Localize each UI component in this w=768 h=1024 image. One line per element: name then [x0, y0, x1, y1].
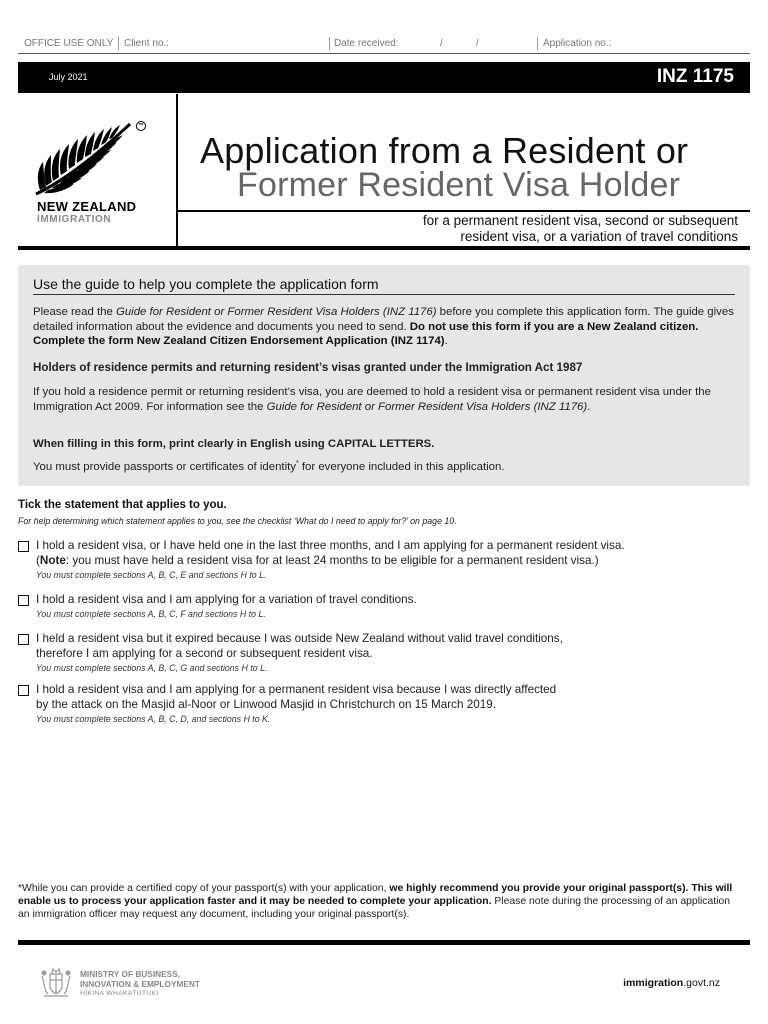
- option-line: I held a resident visa but it expired because I was outside New Zealand without valid travel conditions,: [36, 632, 563, 645]
- trademark-symbol: ™: [138, 123, 144, 129]
- option-checkbox-1[interactable]: [18, 541, 29, 552]
- guide-rule: [33, 294, 735, 295]
- text: .: [587, 400, 591, 413]
- guide-heading: Holders of residence permits and returning resident’s visas granted under the Immigration Act 1987: [33, 361, 583, 374]
- form-code: INZ 1175: [656, 66, 734, 87]
- tick-help: For help determining which statement applies to you, see the checklist ‘What do I need to apply for?’ on page 10.: [18, 516, 457, 526]
- logo-name: NEW ZEALAND: [37, 199, 137, 214]
- guide-paragraph-1: [33, 305, 738, 349]
- mbie-line: INNOVATION & EMPLOYMENT: [80, 979, 200, 989]
- text: for everyone included in this application.: [298, 460, 505, 473]
- option-line: [36, 553, 746, 568]
- option-text-1: [36, 538, 746, 568]
- text: *While you can provide a certified copy of your passport(s) with your application,: [18, 883, 390, 894]
- footnote-marker: *: [295, 460, 299, 467]
- date-received-field[interactable]: Date received:: [334, 38, 399, 49]
- form-date: July 2021: [49, 72, 88, 82]
- note-label: Note: [39, 554, 66, 567]
- office-use-row: [18, 35, 750, 54]
- guide-title: Use the guide to help you complete the application form: [33, 276, 379, 292]
- option-sections-3: You must complete sections A, B, C, G and sections H to L.: [36, 663, 268, 673]
- guide-paragraph-2: [33, 385, 738, 414]
- text: .: [444, 335, 448, 347]
- fern-icon: [34, 118, 146, 198]
- fern-logo: [34, 118, 146, 198]
- logo-sub: IMMIGRATION: [37, 214, 112, 225]
- date-slash: /: [476, 38, 479, 49]
- date-slash: /: [440, 38, 443, 49]
- header-divider: [176, 94, 178, 247]
- page-title-line1: Application from a Resident or: [200, 130, 689, 171]
- tick-title: Tick the statement that applies to you.: [18, 499, 227, 511]
- header-rule: [18, 246, 750, 250]
- guide-reference: Guide for Resident or Former Resident Visa Holders (INZ 1176): [115, 306, 437, 318]
- title-rule: [178, 210, 750, 212]
- option-line: therefore I am applying for a second or subsequent resident visa.: [36, 647, 373, 660]
- guide-box: [18, 265, 750, 486]
- url-domain: .govt.nz: [683, 977, 720, 989]
- footer-rule: [18, 940, 750, 945]
- coat-of-arms-icon: [38, 966, 74, 1000]
- page-title-line2: Former Resident Visa Holder: [237, 166, 681, 204]
- text: Please read the: [33, 306, 116, 318]
- client-no-field[interactable]: Client no.:: [124, 38, 170, 49]
- option-sections-2: You must complete sections A, B, C, F and sections H to L.: [36, 609, 266, 619]
- option-line: I hold a resident visa and I am applying for a variation of travel conditions.: [36, 593, 417, 606]
- option-line: by the attack on the Masjid al-Noor or Linwood Masjid in Christchurch on 15 March 2019.: [36, 698, 496, 711]
- guide-reference: Guide for Resident or Former Resident Visa Holders (INZ 1176): [266, 400, 588, 413]
- option-text-2: [36, 592, 746, 607]
- page-subtitle: [300, 213, 738, 245]
- mbie-logo-text: [80, 969, 200, 999]
- url-bold: immigration: [623, 977, 684, 989]
- option-checkbox-2[interactable]: [18, 595, 29, 606]
- option-sections-4: You must complete sections A, B, C, D, and sections H to K.: [36, 714, 271, 724]
- capital-letters-instruction: When filling in this form, print clearly in English using CAPITAL LETTERS.: [33, 438, 435, 450]
- text: If you hold a residence permit or returning resident’s visa, you are deemed to hold a resident visa or permanent resident visa under the Immigration Act 2009. For information see the: [33, 386, 711, 413]
- text: : you must have held a resident visa for at least 24 months to be eligible for a permanent resident visa.): [65, 554, 599, 567]
- text: before you complete this application form. The guide gives detailed information about the evidence and documents you need to send.: [33, 306, 734, 333]
- website-link[interactable]: [623, 977, 720, 989]
- header-band: [18, 62, 750, 93]
- option-text-4: [36, 682, 746, 712]
- option-checkbox-4[interactable]: [18, 685, 29, 696]
- option-checkbox-3[interactable]: [18, 634, 29, 645]
- text: (: [36, 554, 40, 567]
- subtitle-line: for a permanent resident visa, second or subsequent: [422, 213, 738, 228]
- warning-text: Do not use this form if you are a New Zealand citizen. Complete the form New Zealand Citizen Endorsement Application (INZ 1174): [33, 320, 699, 347]
- passport-footnote: [18, 882, 743, 921]
- text: You must provide passports or certificates of identity: [33, 460, 296, 473]
- option-line: I hold a resident visa and I am applying for a permanent resident visa because I was directly affected: [36, 683, 557, 696]
- passport-instruction: [33, 457, 738, 474]
- footnote-emphasis: we highly recommend you provide your original passport(s). This will enable us to process your application faster and it may be needed to complete your application.: [18, 883, 733, 907]
- mbie-line: MINISTRY OF BUSINESS,: [80, 969, 181, 979]
- subtitle-line: resident visa, or a variation of travel conditions: [460, 229, 738, 244]
- option-sections-1: You must complete sections A, B, C, E and sections H to L.: [36, 570, 267, 580]
- text: Please note during the processing of an application an immigration officer may request any document, including your original passport(s).: [18, 896, 731, 920]
- office-use-label: OFFICE USE ONLY: [24, 38, 114, 49]
- option-text-3: [36, 631, 746, 661]
- option-line: I hold a resident visa, or I have held one in the last three months, and I am applying for a permanent resident visa.: [36, 539, 625, 552]
- application-no-field[interactable]: Application no.:: [543, 38, 612, 49]
- mbie-maori-line: HĪKINA WHAKATUTUKI: [80, 990, 159, 997]
